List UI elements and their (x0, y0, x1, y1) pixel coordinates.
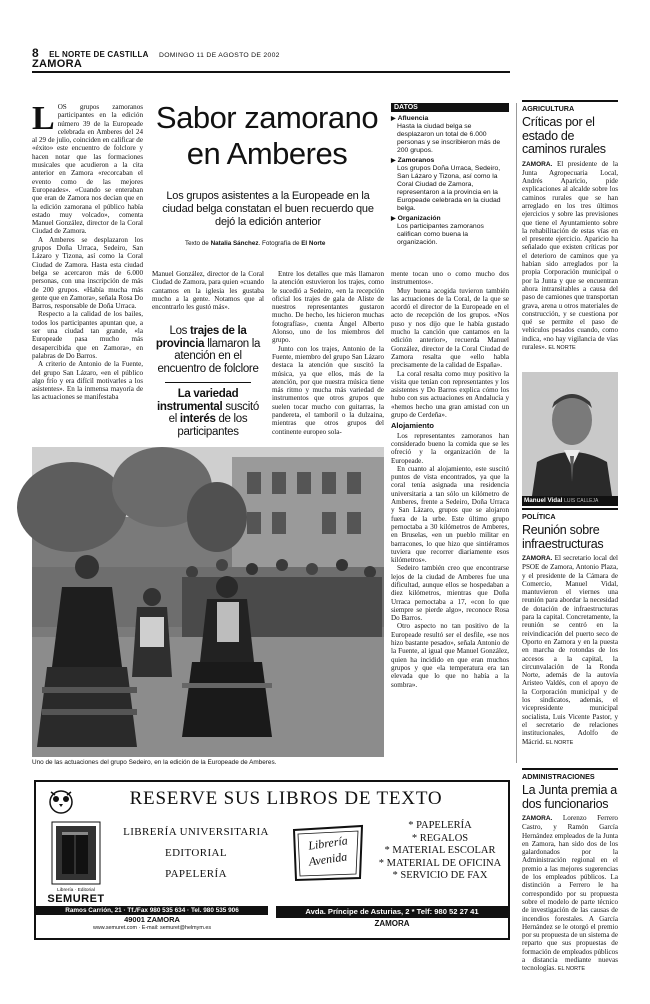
photo-caption: Uno de las actuaciones del grupo Sedeiro, en la edición de la Europeade de Amberes. (32, 759, 277, 766)
drop-cap: L (32, 100, 55, 137)
sidebar-section-label: POLÍTICA (522, 508, 618, 521)
alojamiento-subhead: Alojamiento (391, 421, 434, 431)
portrait-photo (522, 372, 618, 496)
col4-para: mente tocan uno o como mucho dos instrumentos». (391, 270, 509, 287)
article-subheadline: Los grupos asistentes a la Europeade en la ciudad belga constatan el buen recuerdo que dejó la edición anterior (162, 190, 374, 228)
ad-footer-right (276, 906, 508, 930)
ad-services (116, 822, 276, 885)
col3-para: Junto con los trajes, Antonio de la Fuente, miembro del grupo San Lázaro destaca la atención que suscitó la música, ya que ellos, más de la atención, por que nuestra música tiene más ritmo y mucha más variedad de instrumentos que otros grupos que suelen tocar mucho con guitarras, la pandereta, el tamboril o la dulzaina, mientras que otros grupos del continente europeo sola- (272, 344, 384, 436)
ad-address-left: Ramos Carrión, 21 · Tf./Fax 980 535 634 · Tel. 980 535 906 (36, 906, 268, 915)
section-title: ZAMORA (32, 58, 83, 70)
datos-item: ▶ Zamoranos Los grupos Doña Urraca, Sedeiro, San Lázaro y Tizona, así como la Coral Ciudad de Zamora, representaron a la provincia en la Europeade celebrada en la ciudad belga. (391, 157, 501, 212)
sidebar-section-label: ADMINISTRACIONES (522, 768, 618, 781)
article-column-4 (391, 270, 509, 766)
ad-headline: RESERVE SUS LIBROS DE TEXTO (129, 788, 443, 809)
sidebar-agricultura (522, 100, 618, 365)
headline-line-2: en Amberes (186, 136, 348, 171)
col3-para: Entre los detalles que más llamaron la atención estuvieron los trajes, como le sucedió a Sedeiro, «en la recepción oficial los trajes de gala de Aliste de nuestros representantes gustaron mucho. De hecho, les hicieron muchas fotografías», cuenta Ángel Alberto Alonso, uno de los miembros del grupo. (272, 270, 384, 345)
issue-date: DOMINGO 11 DE AGOSTO DE 2002 (159, 52, 280, 59)
arrow-icon: ▶ (391, 216, 396, 222)
avenida-logo (288, 822, 368, 884)
byline-source: El Norte (301, 240, 326, 247)
sidebar-text: ZAMORA. Lorenzo Ferrero Castro, y Ramón García Hernández empleados de la Junta en Zamora, han sido dos de los galardonados por la Administración regional en el premio a las mejores sugerencias de los empleados públicos. La distinción a Ferrero le ha correspondido por su propuesta sobre el modelo de parte técnico de investigación de las causas de incendios forestales. A García Hernández se le otorgó el premio por su propuesta de un sistema de reparto que sus propuestas de formación de empleados públicos a distancia mediante nuevas tecnologías. EL NORTE (522, 814, 618, 973)
ad-product: * MATERIAL ESCOLAR (384, 845, 496, 856)
sidebar-title: La Junta premia a dos funcionarios (522, 783, 617, 811)
owl-icon (46, 786, 76, 814)
ad-product: * MATERIAL DE OFICINA (378, 857, 502, 869)
ad-service: EDITORIAL (164, 847, 228, 859)
col4-para: Muy buena acogida tuvieron también las actuaciones de la Coral, de la que se acordó el director de la Europeade en el acto de recepción de los grupos. «Nos puso y nos dijo que le había gustado mucho la canción que cantamos en la edición anterior», recuerda Manuel González, director de la Coral Ciudad de Zamora resalta que «ello habla precisamente de la calidad de España». (391, 286, 509, 370)
semuret-logo (46, 818, 106, 916)
col1-para: OS grupos zamoranos participantes en la edición número 39 de la Europeade celebrada en Amberes del 24 al 29 de julio, coinciden en calificar de «éxito» este encuentro de folclore y hacen notar que las formaciones musicales que acudieron a la cita anterior en Zamora «recorcaban el evento como de las mejores Europeades». «Cuando se enteraban que eran de Zamora nos decían que en la edición zamorana el público había estado muy volcado», comenta Manuel González, director de la Coral Ciudad de Zamora. (32, 103, 143, 236)
sidebar-administraciones (522, 768, 618, 973)
sidebar-text: ZAMORA. El presidente de la Junta Agropecuaria Local, Andrés Aparicio, pide explicaciones al alcalde sobre los caminos rurales que se han arreglado en los tres últimos ejercicios y sobre las previsiones que tiene el Ayuntamiento sobre la rehabilitación de estas vías en el presente ejercicio. Aparicio ha señalado que existen críticas por el deterioro de caminos que ya habían sido arreglados por la propia Corporación municipal o por la Junta y que se encuentran ahora intransitables a causa del paso de camiones que transportan grava, arena u otros materiales de construcción, y se cuestiona por qué se permite el paso de vehículos pesados cuando, como indica, «no hay vigilancia de vías rurales». EL NORTE (522, 159, 618, 352)
col1-para: A Amberes se desplazaron los grupos Doña Urraca, Sedeiro, San Lázaro y Tizona, así como la Coral Ciudad de Zamora. Hasta esta ciudad belga se acercaron más de 6.000 personas, con una inscripción de más de 200 grupos. «Había mucha más gente que en Zamora», señala Rosa Do Barros, responsable de Doña Urraca. (32, 235, 143, 311)
datos-title: DATOS (391, 103, 509, 112)
ad-city-right: ZAMORA (374, 919, 410, 928)
col4-para: La coral resalta como muy positivo la visita que tenían con representantes y los asistentes y Do Barros explica cómo los hubo con sus actuaciones en Andalucía y «hemos hecho una gran amistad con un grupo de Cerdeña». (391, 369, 509, 420)
page-number: 8 (32, 46, 39, 60)
ad-product: * SERVICIO DE FAX (392, 870, 488, 881)
sidebar-photo-caption: Manuel Vidal LUIS CALLEJA (522, 496, 618, 506)
book-ad (34, 780, 510, 940)
col4-para: Los representantes zamoranos han considerado bueno la comida que se les ofreció y la organización de la Europeade. (391, 431, 509, 465)
arrow-icon: ▶ (391, 116, 396, 122)
ad-city-left: 49001 ZAMORA (124, 915, 180, 924)
sidebar-title: Reunión sobre infraestructuras (522, 523, 604, 551)
main-photo (32, 447, 384, 757)
semuret-brand: SEMURET (47, 893, 105, 905)
col2-para: Manuel González, director de la Coral Ciudad de Zamora, para quien «cuando cantamos en la iglesia les gustaba mucho a la gente. Notamos que al encontrarlo les gustó más». (152, 270, 264, 312)
sidebar-photo (522, 372, 618, 496)
col1-para: Respecto a la calidad de los bailes, todos los participantes apuntan que, a ser una ciudad tan grande, «la Europeade pasa mucho más desapercibida que en Zamora», en palabras de Do Barros. (32, 310, 143, 360)
ad-footer-left (36, 906, 268, 938)
datos-box (391, 103, 509, 269)
datos-item: ▶ Organización Los participantes zamoranos califican como buena la organización. (391, 215, 484, 246)
paper-name: EL NORTE DE CASTILLA (49, 50, 149, 59)
col4-para: Otro aspecto no tan positivo de la Europeade resultó ser el desfile, «se nos hizo bastante pesado», señala Antonio de la Fuente, al igual que Manuel González, quien ha incidido en que eran muchos grupos y que «la temperatura era tan elevada que lo que no había a la sombra». (391, 622, 509, 689)
sidebar-divider (516, 103, 517, 763)
byline-author: Natalia Sánchez (210, 240, 259, 247)
datos-item: ▶ Afluencia Hasta la ciudad belga se desplazaron un total de 6.000 personas y se inscribieron más de 200 grupos. (391, 115, 501, 154)
ad-address-right: Avda. Príncipe de Asturias, 2 * Telf: 980 52 27 41 (276, 906, 508, 918)
sidebar-text: ZAMORA. El secretario local del PSOE de Zamora, Antonio Plaza, y el presidente de la Cámara de Comercio, Manuel Vidal, mantuvieron el viernes una reunión para abordar la necesidad de dotación de infraestructuras para la capital. Concretamente, la reunión se centró en la reivindicación del puerto seco de Oporto en Zamora y en la puesta en marcha de rotondas de los accesos a la capital, la circunvalación de la Ronda Norte, además de la autovía Aristeo Valdés, con el apoyo de la Corporación municipal y de los sindicatos, además, el vicepresidente municipal socialista, Luis Vicente Pastor, y el secretario de relaciones institucionales, Adolfo de Mácrid. EL NORTE (522, 554, 618, 746)
pull-quote-1: Los trajes de la provincia llamaron la atención en el encuentro de folclore (155, 325, 261, 375)
pull-quote-2: La variedad instrumental suscitó el interés de los participantes (156, 388, 260, 438)
avenida-line-2: Avenida (307, 849, 349, 869)
ad-service: PAPELERÍA (165, 868, 227, 880)
headline-line-1: Sabor zamorano (155, 100, 379, 135)
ad-web-left: www.semuret.com · E-mail: semuret@helmym.es (92, 925, 212, 931)
arrow-icon: ▶ (391, 158, 396, 164)
article-column-1 (32, 100, 143, 475)
article-column-2 (152, 270, 264, 311)
sidebar-politica (522, 508, 618, 772)
semuret-emblem (46, 818, 106, 888)
col4-para: En cuanto al alojamiento, este suscitó puntos de vista encontrados, ya que la coral tenía asignada una residencia universitaria a tan sólo un kilómetro de Amberes, frente a Sedeiro, Doña Urraca y San Lázaro, grupos que se alojaron fuera de la urbe. Este último grupo pernoctaba a 30 kilómetros de Amberes, en Bruselas, «en un pueblo militar en barracones, lo que hizo que sintiéramos tuviera que recorrer diariamente esos kilómetros». (391, 464, 509, 565)
ad-product: * PAPELERÍA (408, 820, 472, 831)
pull-quote-divider (165, 382, 251, 383)
article-byline: Texto de Natalia Sánchez. Fotografía de El Norte (185, 240, 326, 247)
article-headline (152, 100, 382, 172)
sidebar-title: Críticas por el estado de caminos rurales (522, 115, 606, 156)
col4-para: Sedeiro también creo que encontrarse lejos de la ciudad de Amberes fue una dificultad, aunque ellos se hospedaban a diez kilómetros, mientras que Doña Urraca pernoctaba a 17, «con lo que siempre se pierde algo», reconoce Rosa Do Barros. (391, 564, 509, 623)
avenida-line-1: Librería (307, 833, 349, 853)
ad-service: LIBRERÍA UNIVERSITARIA (123, 826, 269, 838)
page-header (32, 44, 512, 58)
folk-dancers-photo (32, 447, 384, 757)
ad-product: * REGALOS (411, 832, 469, 844)
col1-para: A criterio de Antonio de la Fuente, del grupo San Lázaro, «en el público algo frío y era difícil motivarles a los asistentes». En la inmensa mayoría de las actuaciones se manifestaba (32, 360, 143, 402)
sidebar-section-label: AGRICULTURA (522, 100, 618, 113)
header-rule (32, 71, 510, 73)
semuret-sub: Librería · Editorial (57, 888, 95, 893)
article-column-3 (272, 270, 384, 442)
ad-product-list (374, 820, 506, 883)
